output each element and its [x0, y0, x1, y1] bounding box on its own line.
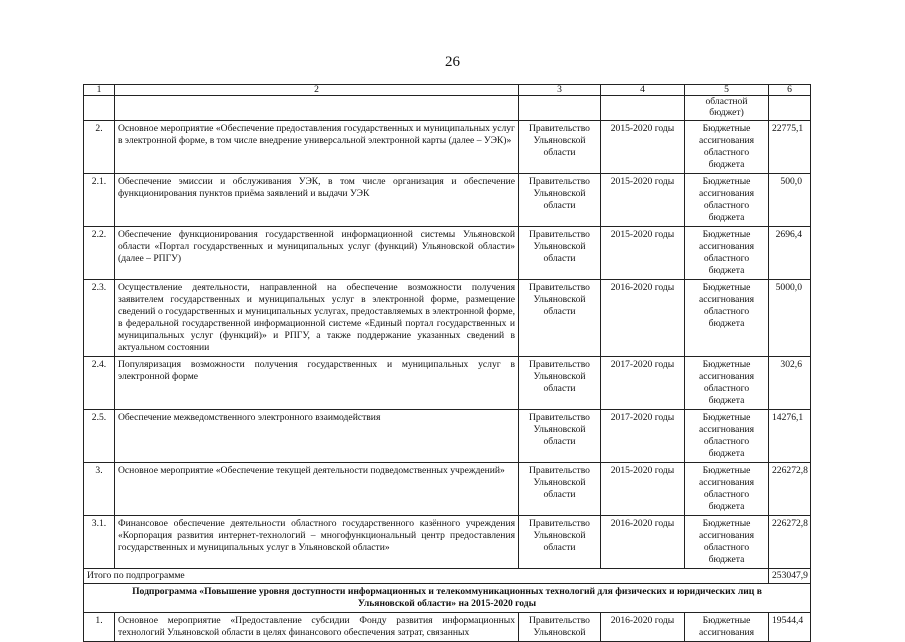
row-executor: Правительство Ульяновской области: [519, 410, 601, 463]
header-cell: 3: [519, 85, 601, 96]
total-amount: 253047,9: [769, 569, 811, 584]
table-row: [84, 227, 811, 280]
row-number: 2.5.: [84, 410, 115, 463]
row-source: Бюджетные ассигнования областного бюджета: [685, 174, 769, 227]
row-source: Бюджетные ассигнования областного бюджета: [685, 357, 769, 410]
row-name: Обеспечение функционирования государственной информационной системы Ульяновской области «Портал государственных и муниципальных услуг (функций) Ульяновской области» (далее – РПГУ): [115, 227, 519, 280]
table-row: [84, 613, 811, 642]
table-row: [84, 121, 811, 174]
row-number: 2.2.: [84, 227, 115, 280]
row-executor: Правительство Ульяновской области: [519, 227, 601, 280]
row-amount: 226272,8: [769, 463, 811, 516]
row-amount: 226272,8: [769, 516, 811, 569]
row-period: 2016-2020 годы: [601, 613, 685, 642]
row-number: 2.: [84, 121, 115, 174]
row-amount: 22775,1: [769, 121, 811, 174]
table-header-row: [84, 85, 811, 96]
table-row: [84, 463, 811, 516]
row-number: 2.4.: [84, 357, 115, 410]
row-source: Бюджетные ассигнования областного бюджета: [685, 121, 769, 174]
program-table: [83, 84, 811, 642]
row-amount: 19544,4: [769, 613, 811, 642]
continuation-source-cell: областной бюджет): [685, 96, 769, 121]
row-number: 3.1.: [84, 516, 115, 569]
row-period: 2015-2020 годы: [601, 174, 685, 227]
row-number: 2.1.: [84, 174, 115, 227]
subprogram-heading-row: [84, 584, 811, 613]
row-name: Обеспечение эмиссии и обслуживания УЭК, в том числе организация и обеспечение функционирования пунктов приёма заявлений и выдачи УЭК: [115, 174, 519, 227]
row-name: Обеспечение межведомственного электронного взаимодействия: [115, 410, 519, 463]
row-number: 1.: [84, 613, 115, 642]
table-row: [84, 357, 811, 410]
row-source: Бюджетные ассигнования областного бюджета: [685, 410, 769, 463]
row-source: Бюджетные ассигнования областного бюджета: [685, 516, 769, 569]
row-name: Основное мероприятие «Обеспечение предоставления государственных и муниципальных услуг в электронной форме, в том числе внедрение универсальной электронной карты (далее – УЭК)»: [115, 121, 519, 174]
row-amount: 2696,4: [769, 227, 811, 280]
row-executor: Правительство Ульяновской области: [519, 516, 601, 569]
row-source: Бюджетные ассигнования: [685, 613, 769, 642]
row-period: 2016-2020 годы: [601, 516, 685, 569]
row-period: 2017-2020 годы: [601, 410, 685, 463]
row-period: 2015-2020 годы: [601, 463, 685, 516]
row-executor: Правительство Ульяновской области: [519, 357, 601, 410]
header-cell: 5: [685, 85, 769, 96]
row-amount: 5000,0: [769, 280, 811, 357]
table-row: [84, 280, 811, 357]
header-cell: 6: [769, 85, 811, 96]
row-name: Основное мероприятие «Обеспечение текущей деятельности подведомственных учреждений»: [115, 463, 519, 516]
row-period: 2015-2020 годы: [601, 227, 685, 280]
row-number: 2.3.: [84, 280, 115, 357]
row-period: 2016-2020 годы: [601, 280, 685, 357]
row-name: Финансовое обеспечение деятельности областного государственного казённого учреждения «Корпорация развития интернет-технологий – многофункциональный центр предоставления государственных и муниципальных услуг в Ульяновской области»: [115, 516, 519, 569]
header-cell: 4: [601, 85, 685, 96]
row-amount: 302,6: [769, 357, 811, 410]
header-cell: 2: [115, 85, 519, 96]
table-row: [84, 516, 811, 569]
row-period: 2015-2020 годы: [601, 121, 685, 174]
table-row: [84, 174, 811, 227]
table-row: [84, 410, 811, 463]
row-source: Бюджетные ассигнования областного бюджета: [685, 463, 769, 516]
row-executor: Правительство Ульяновской: [519, 613, 601, 642]
row-source: Бюджетные ассигнования областного бюджета: [685, 280, 769, 357]
row-amount: 500,0: [769, 174, 811, 227]
row-name: Осуществление деятельности, направленной на обеспечение возможности получения заявителем государственных и муниципальных услуг в электронной форме, размещение сведений о государственных и муниципальных услугах, предоставляемых в электронной форме, в федеральной государственной информационной системе «Единый портал государственных и муниципальных услуг (функций)» и РПГУ, а также поддержание указанных сведений в актуальном состоянии: [115, 280, 519, 357]
row-executor: Правительство Ульяновской области: [519, 121, 601, 174]
total-row: [84, 569, 811, 584]
row-number: 3.: [84, 463, 115, 516]
row-amount: 14276,1: [769, 410, 811, 463]
page-number: 26: [445, 54, 460, 70]
subprogram-title: Подпрограмма «Повышение уровня доступности информационных и телекоммуникационных технологий для физических и юридических лиц в Ульяновской области» на 2015-2020 годы: [84, 584, 811, 613]
total-label: Итого по подпрограмме: [84, 569, 769, 584]
row-executor: Правительство Ульяновской области: [519, 280, 601, 357]
row-source: Бюджетные ассигнования областного бюджета: [685, 227, 769, 280]
row-name: Основное мероприятие «Предоставление субсидии Фонду развития информационных технологий Ульяновской области в целях финансового обеспечения затрат, связанных: [115, 613, 519, 642]
row-executor: Правительство Ульяновской области: [519, 463, 601, 516]
row-period: 2017-2020 годы: [601, 357, 685, 410]
header-cell: 1: [84, 85, 115, 96]
row-name: Популяризация возможности получения государственных и муниципальных услуг в электронной форме: [115, 357, 519, 410]
row-executor: Правительство Ульяновской области: [519, 174, 601, 227]
table-row-continuation: [84, 96, 811, 121]
